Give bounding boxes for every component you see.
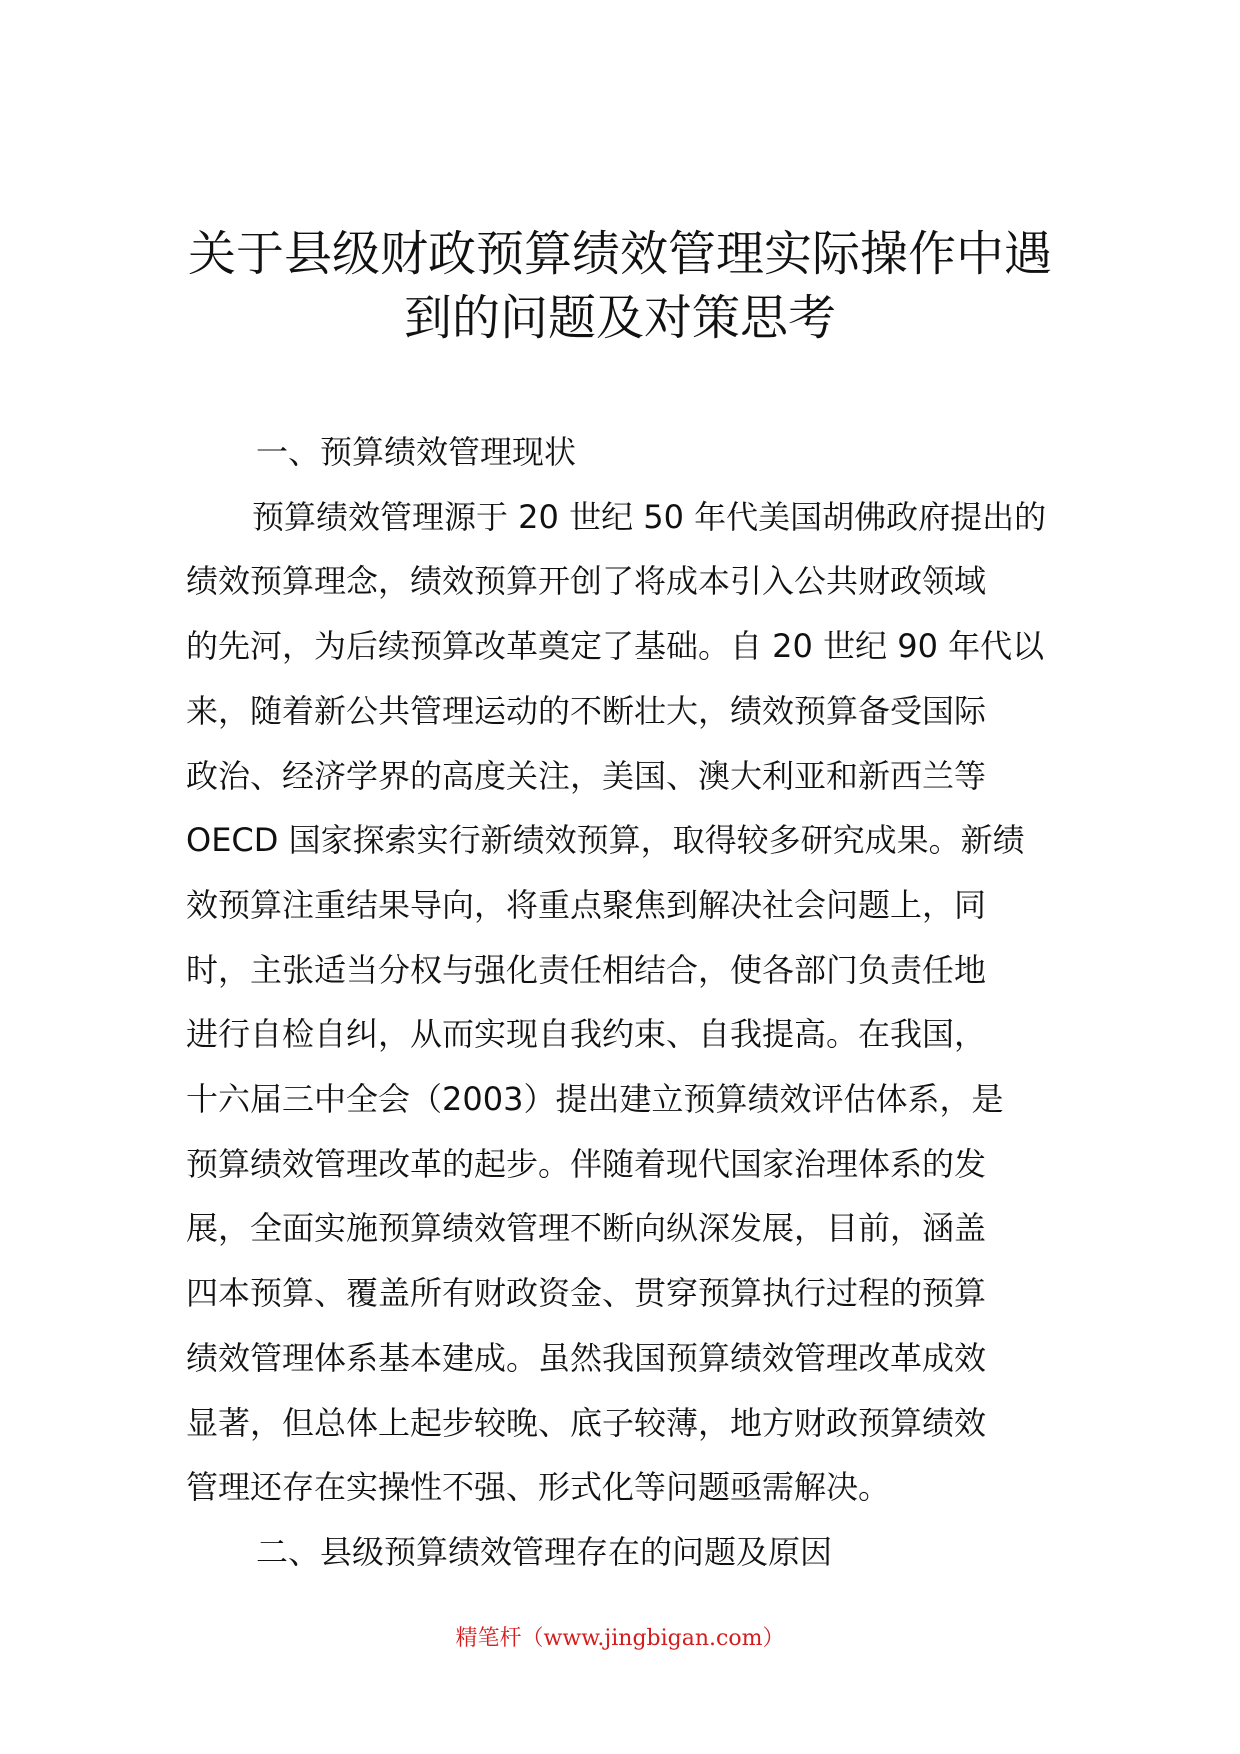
section-heading-1: 一、预算绩效管理现状 — [256, 433, 577, 471]
paragraph-line: 时，主张适当分权与强化责任相结合，使各部门负责任地 — [186, 950, 987, 989]
paragraph-line: 四本预算、覆盖所有财政资金、贯穿预算执行过程的预算 — [186, 1274, 987, 1313]
document-body — [186, 420, 1052, 1585]
paragraph-line: 预算绩效管理改革的起步。伴随着现代国家治理体系的发 — [186, 1144, 987, 1183]
title-line-1: 关于县级财政预算绩效管理实际操作中遇 — [187, 226, 1052, 282]
section-heading-2: 二、县级预算绩效管理存在的问题及原因 — [256, 1532, 833, 1571]
document-title — [150, 222, 1090, 350]
paragraph-line: 绩效管理体系基本建成。虽然我国预算绩效管理改革成效 — [186, 1338, 987, 1377]
paragraph-line: 的先河，为后续预算改革奠定了基础。自 20 世纪 90 年代以 — [186, 627, 1045, 666]
paragraph-line: 十六届三中全会（2003）提出建立预算绩效评估体系，是 — [186, 1080, 1004, 1119]
paragraph-line: 管理还存在实操性不强、形式化等问题亟需解决。 — [186, 1468, 891, 1507]
paragraph-line: 预算绩效管理源于 20 世纪 50 年代美国胡佛政府提出的 — [252, 497, 1047, 536]
paragraph-line: 效预算注重结果导向，将重点聚焦到解决社会问题上，同 — [186, 885, 987, 924]
title-line-2: 到的问题及对策思考 — [403, 290, 836, 346]
paragraph-line: OECD 国家探索实行新绩效预算，取得较多研究成果。新绩 — [186, 821, 1025, 860]
paragraph-line: 来，随着新公共管理运动的不断壮大，绩效预算备受国际 — [186, 691, 987, 730]
footer-watermark: 精笔杆（www.jingbigan.com） — [455, 1626, 785, 1651]
paragraph-line: 显著，但总体上起步较晚、底子较薄，地方财政预算绩效 — [186, 1403, 987, 1442]
paragraph-1 — [186, 485, 1052, 1520]
paragraph-line: 政治、经济学界的高度关注，美国、澳大利亚和新西兰等 — [186, 756, 987, 795]
paragraph-line: 进行自检自纠，从而实现自我约束、自我提高。在我国， — [186, 1015, 987, 1054]
paragraph-line: 展，全面实施预算绩效管理不断向纵深发展，目前，涵盖 — [186, 1209, 987, 1248]
paragraph-line: 绩效预算理念，绩效预算开创了将成本引入公共财政领域 — [186, 562, 987, 601]
